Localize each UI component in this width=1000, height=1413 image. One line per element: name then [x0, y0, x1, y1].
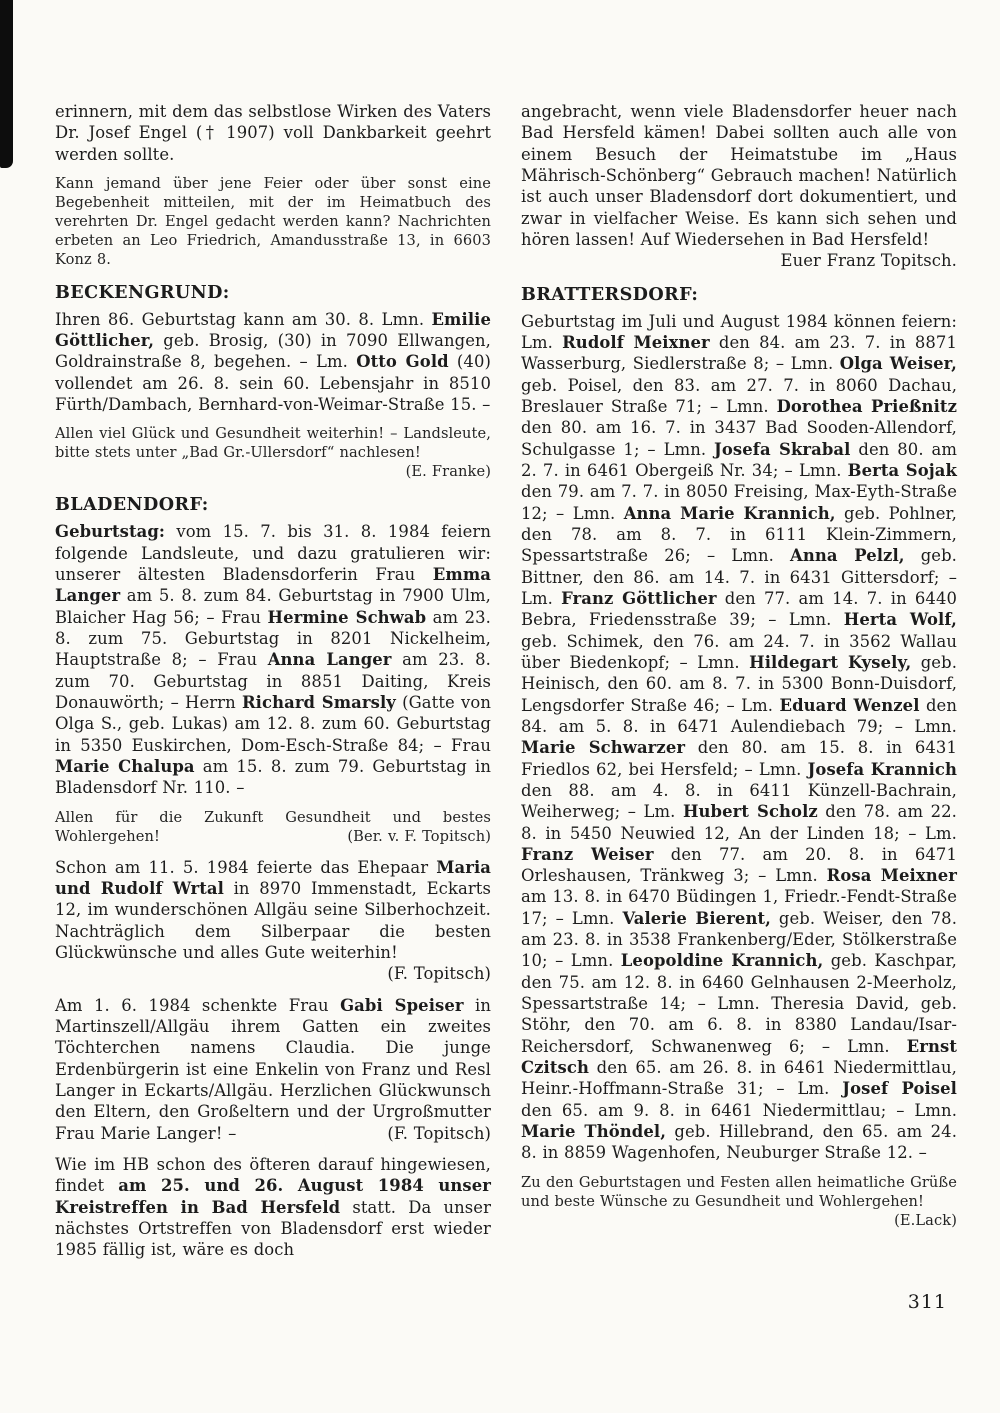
signature: (Ber. v. F. Topitsch)	[347, 827, 491, 845]
paragraph	[55, 995, 491, 1144]
bold-text: Otto Gold	[356, 352, 449, 372]
section-heading: BRATTERSDORF:	[521, 283, 699, 305]
bold-text: Anna Marie Krannich,	[623, 503, 836, 523]
body-text: geb. Hillebrand, den 65. am 24. 8. in 8859 Wagenhofen, Neuburger Straße 12. –	[521, 1122, 957, 1163]
bold-text: Emma Langer	[55, 565, 491, 606]
body-text: (Gatte von Olga S., geb. Lukas) am 12. 8. zum 60. Geburtstag in 5350 Euskirchen, Dom-Esch-Straße 84; – Frau	[55, 693, 491, 755]
body-text: geb. Schimek, den 76. am 24. 7. in 3562 Wallau über Biedenkopf; – Lmn.	[521, 631, 957, 672]
body-text: Geburtstag im Juli und August 1984 können feiern: Lm.	[521, 311, 957, 352]
bold-text: Rudolf Meixner	[562, 332, 710, 352]
paragraph	[521, 101, 957, 272]
page-number: 311	[907, 1291, 947, 1313]
body-text: den 88. am 4. 8. in 6411 Künzell-Bachrain, Weiherweg; – Lm.	[521, 780, 957, 822]
bold-text: Dorothea Prießnitz	[776, 396, 957, 416]
body-text: Ihren 86. Geburtstag kann am 30. 8. Lmn.	[55, 309, 432, 329]
paragraph	[55, 175, 491, 270]
body-text: geb. Heinisch, den 60. am 8. 7. in 5300 Bonn-Duisdorf, Lengsdorfer Straße 46; – Lm.	[521, 652, 958, 715]
bold-text: Franz Göttlicher	[561, 588, 717, 608]
body-text: am 23. 8. zum 75. Geburtstag in 8201 Nickelheim, Hauptstraße 8; – Frau	[55, 607, 491, 670]
signature: (E. Franke)	[405, 463, 491, 481]
body-text: den 77. am 20. 8. in 6471 Orleshausen, Tränkweg 3; – Lmn.	[521, 844, 957, 886]
paragraph	[55, 425, 491, 482]
body-text: geb. Weiser, den 78. am 23. 8. in 3538 Frankenberg/Eder, Stölkerstraße 10; – Lmn.	[521, 908, 957, 971]
paragraph	[55, 857, 491, 985]
bold-text: Anna Pelzl,	[790, 546, 905, 566]
body-text: erinnern, mit dem das selbstlose Wirken des Vaters Dr. Josef Engel († 1907) voll Dankbarkeit geehrt werden sollte.	[55, 102, 491, 164]
bold-text: Josefa Krannich	[807, 759, 958, 779]
bold-text: Hildegart Kysely,	[749, 652, 912, 672]
body-text: den 80. am 2. 7. in 6461 Obergeiß Nr. 34; – Lmn.	[521, 439, 957, 480]
bold-text: Josef Poisel	[842, 1079, 957, 1099]
body-text: Allen viel Glück und Gesundheit weiterhin! – Landsleute, bitte stets unter „Bad Gr.-Ullersdorf“ nachlesen!	[55, 425, 491, 462]
body-text: Kann jemand über jene Feier oder über sonst eine Begebenheit mitteilen, mit der im Heimatbuch des verehrten Dr. Engel gedacht werden kann? Nachrichten erbeten an Leo Friedrich, Amandusstraße 13, in 6603 Konz 8.	[55, 174, 491, 268]
paragraph	[521, 311, 957, 1164]
body-text: Allen für die Zukunft Gesundheit und bestes Wohlergehen!	[55, 808, 491, 845]
bold-text: Hermine Schwab	[267, 607, 427, 627]
body-text: geb. Poisel, den 83. am 27. 7. in 8060 Dachau, Breslauer Straße 71; – Lmn.	[521, 375, 957, 416]
signature: Euer Franz Topitsch.	[780, 251, 957, 271]
right-column	[521, 101, 957, 1270]
scan-artifact	[0, 0, 13, 168]
paragraph	[55, 521, 491, 798]
body-text: am 13. 8. in 6470 Büdingen 1, Friedr.-Fendt-Straße 17; – Lmn.	[521, 887, 957, 928]
paragraph	[55, 1154, 491, 1261]
body-text: am 15. 8. zum 79. Geburtstag in Bladensdorf Nr. 110. –	[55, 756, 491, 798]
bold-text: Hubert Scholz	[682, 802, 818, 822]
body-text: den 84. am 23. 7. in 8871 Wasserburg, Siedlerstraße 8; – Lmn.	[521, 332, 957, 374]
bold-text: Ernst Czitsch	[521, 1036, 957, 1078]
bold-text: Valerie Bierent,	[622, 908, 771, 928]
paragraph	[55, 309, 491, 416]
body-text: (40) vollendet am 26. 8. sein 60. Lebensjahr in 8510 Fürth/Dambach, Bernhard-von-Weimar-Straße 15. –	[55, 352, 491, 415]
bold-text: Franz Weiser	[521, 844, 654, 864]
bold-text: Maria und Rudolf Wrtal	[55, 857, 491, 898]
bold-text: Olga Weiser,	[839, 354, 957, 374]
bold-text: Marie Schwarzer	[521, 738, 686, 758]
signature: (F. Topitsch)	[387, 1123, 491, 1143]
text-columns	[55, 101, 957, 1270]
bold-text: Leopoldine Krannich,	[620, 951, 824, 971]
body-text: den 65. am 9. 8. in 6461 Niedermittlau; – Lmn.	[521, 1100, 957, 1120]
body-text: Zu den Geburtstagen und Festen allen heimatliche Grüße und beste Wünsche zu Gesundheit und Wohlergehen!	[521, 1173, 957, 1210]
bold-text: am 25. und 26. August 1984 unser Kreistreffen in Bad Hersfeld	[55, 1176, 491, 1217]
section-heading: BECKENGRUND:	[55, 281, 230, 303]
left-column	[55, 101, 491, 1270]
bold-text: Eduard Wenzel	[779, 695, 920, 715]
paragraph	[55, 809, 491, 847]
paragraph	[55, 101, 491, 165]
bold-text: Gabi Speiser	[340, 995, 464, 1015]
body-text: in Martinszell/Allgäu ihrem Gatten ein zweites Töchterchen namens Claudia. Die junge Erdenbürgerin ist eine Enkelin von Franz und Resl Langer in Eckarts/Allgäu. Herzlichen Glückwunsch den Eltern, den Großeltern und der Urgroßmutter Frau Marie Langer! –	[55, 995, 492, 1143]
section-heading: BLADENDORF:	[55, 494, 209, 516]
body-text: den 65. am 26. 8. in 6461 Niedermittlau, Heinr.-Hoffmann-Straße 31; – Lm.	[521, 1058, 957, 1099]
body-text: geb. Brosig, (30) in 7090 Ellwangen, Goldrainstraße 8, begehen. – Lm.	[55, 331, 491, 372]
body-text: den 78. am 22. 8. in 5450 Neuwied 12, An der Linden 18; – Lm.	[521, 802, 957, 843]
bold-text: Marie Chalupa	[55, 756, 195, 776]
paragraph	[521, 1174, 957, 1231]
signature: (E.Lack)	[894, 1211, 957, 1229]
bold-text: Herta Wolf,	[843, 610, 957, 630]
bold-text: Josefa Skrabal	[714, 439, 851, 459]
body-text: den 80. am 16. 7. in 3437 Bad Sooden-Allendorf, Schulgasse 1; – Lmn.	[521, 418, 957, 459]
body-text: Am 1. 6. 1984 schenkte Frau	[55, 995, 341, 1015]
body-text: am 5. 8. zum 84. Geburtstag in 7900 Ulm, Blaicher Hag 56; – Frau	[55, 586, 491, 627]
body-text: den 80. am 15. 8. in 6431 Friedlos 62, bei Hersfeld; – Lmn.	[521, 738, 957, 779]
body-text: Wie im HB schon des öfteren darauf hingewiesen, findet	[55, 1154, 491, 1196]
bold-text: Richard Smarsly	[241, 693, 396, 712]
body-text: geb. Pohlner, den 78. am 8. 7. in 6111 Klein-Zimmern, Spessartstraße 26; – Lmn.	[521, 503, 957, 566]
bold-text: Emilie Göttlicher,	[55, 309, 491, 351]
signature: (F. Topitsch)	[387, 964, 491, 984]
body-text: geb. Bittner, den 86. am 14. 7. in 6431 Gittersdorf; – Lm.	[521, 546, 957, 608]
bold-text: Rosa Meixner	[826, 866, 957, 886]
bold-text: Berta Sojak	[847, 460, 957, 480]
body-text: Schon am 11. 5. 1984 feierte das Ehepaar	[55, 857, 437, 877]
body-text: geb. Kaschpar, den 75. am 12. 8. in 6460 Gelnhausen 2-Meerholz, Spessartstraße 14; – Lmn. Theresia David, geb. Stöhr, den 70. am 6. 8. in 8380 Landau/Isar-Reichersdorf, Schwanenweg 6; – Lmn.	[521, 951, 957, 1056]
body-text: am 23. 8. zum 70. Geburtstag in 8851 Daiting, Kreis Donauwörth; – Herrn	[55, 650, 491, 712]
body-text: vom 15. 7. bis 31. 8. 1984 feiern folgende Landsleute, und dazu gratulieren wir: unserer ältesten Bladensdorferin Frau	[55, 522, 491, 585]
body-text: angebracht, wenn viele Bladensdorfer heuer nach Bad Hersfeld kämen! Dabei sollten auch alle von einem Besuch der Heimatstube im „Haus Mährisch-Schönberg“ Gebrauch machen! Natürlich ist auch unser Bladensdorf dort dokumentiert, und zwar in vielfacher Weise. Es kann sich sehen und hören lassen! Auf Wiedersehen in Bad Hersfeld!	[521, 102, 957, 249]
bold-text: Anna Langer	[267, 650, 392, 670]
body-text: den 79. am 7. 7. in 8050 Freising, Max-Eyth-Straße 12; – Lmn.	[521, 482, 957, 523]
bold-text: Geburtstag:	[55, 522, 166, 542]
bold-text: Marie Thöndel,	[521, 1122, 667, 1142]
body-text: den 77. am 14. 7. in 6440 Bebra, Friedensstraße 39; – Lmn.	[521, 588, 957, 630]
body-text: statt. Da unser nächstes Ortstreffen von Bladensdorf erst wieder 1985 fällig ist, wäre es doch	[55, 1197, 491, 1260]
body-text: den 84. am 5. 8. in 6471 Aulendiebach 79; – Lmn.	[521, 695, 957, 736]
body-text: in 8970 Immenstadt, Eckarts 12, im wunderschönen Allgäu seine Silberhochzeit. Nachträglich dem Silberpaar die besten Glückwünsche und alles Gute weiterhin!	[55, 878, 491, 962]
